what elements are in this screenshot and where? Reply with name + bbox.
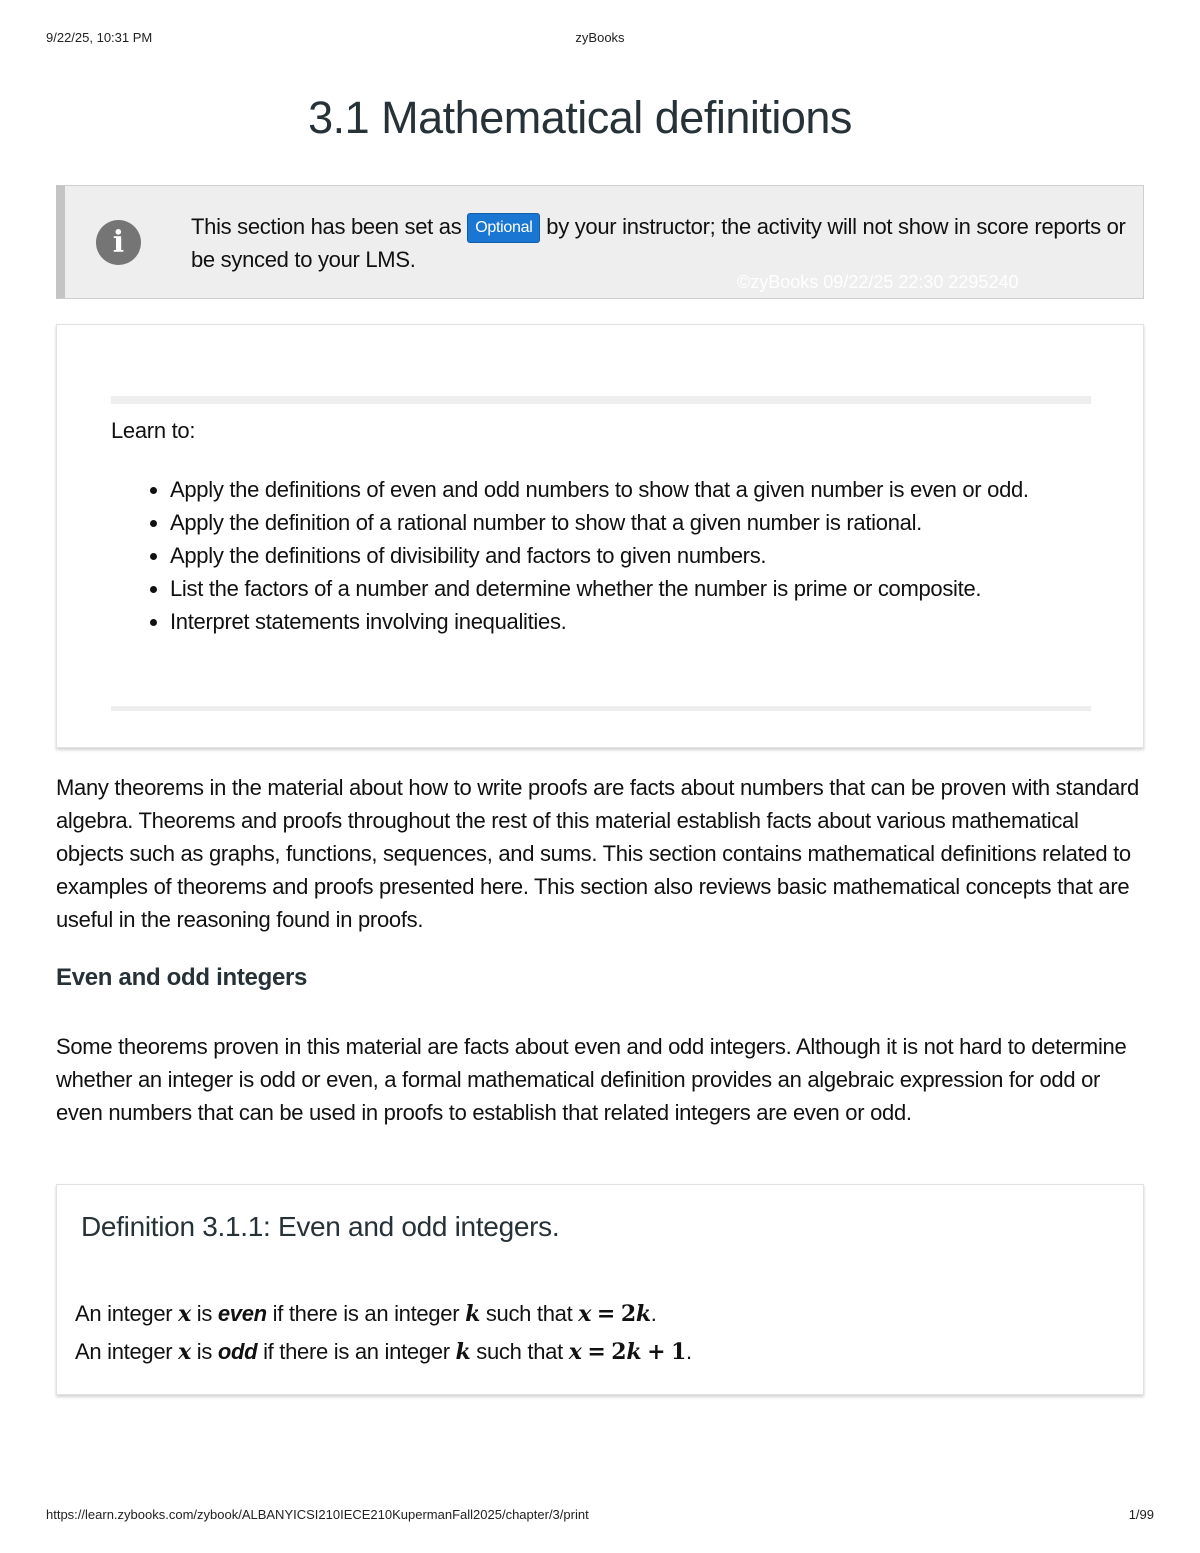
optional-notice [56, 185, 1144, 299]
section-heading: Even and odd integers [56, 964, 308, 991]
math-num: 2 [611, 1339, 627, 1365]
print-site-name: zyBooks [575, 30, 625, 45]
math-op: = [587, 1339, 606, 1365]
def-text: is [196, 1339, 213, 1364]
def-text: . [650, 1301, 657, 1326]
math-var: x [178, 1339, 191, 1365]
math-var: x [178, 1301, 191, 1327]
objective-item: • Apply the definition of a rational number to show that a given number is rational. [170, 506, 1100, 539]
def-text: if there is an integer [263, 1339, 450, 1364]
math-var: k [465, 1301, 481, 1327]
intro-paragraph: Many theorems in the material about how to write proofs are facts about numbers that can be proven with standard algebra. Theorems and proofs throughout the rest of this material establish facts about various mathematical objects such as graphs, functions, sequences, and sums. This section contains mathematical definitions related to examples of theorems and proofs presented here. This section also reviews basic mathematical concepts that are useful in the reasoning found in proofs. [56, 775, 1139, 932]
learning-objectives-box [56, 324, 1144, 748]
divider [111, 396, 1091, 404]
print-header [46, 30, 1154, 50]
def-text: An integer [75, 1301, 173, 1326]
definition-title: Definition 3.1.1: Even and odd integers. [81, 1211, 560, 1242]
math-var: x [578, 1301, 592, 1327]
divider [111, 706, 1091, 711]
def-text: such that [476, 1339, 563, 1364]
math-num: 2 [620, 1301, 636, 1327]
page-title: 3.1 Mathematical definitions [308, 92, 852, 143]
def-text: if there is an integer [272, 1301, 460, 1326]
section-paragraph: Some theorems proven in this material are facts about even and odd integers. Although it is not hard to determine whether an integer is odd or even, a formal mathematical definition provides an algebraic expression for odd or even numbers that can be used in proofs to establish that related integers are even or odd. [56, 1034, 1127, 1125]
math-var: k [455, 1339, 471, 1365]
objective-item: • Interpret statements involving inequalities. [170, 605, 1100, 638]
objectives-lead: Learn to: [111, 418, 196, 443]
objectives-list [137, 473, 1100, 638]
page-number: 1/99 [1128, 1507, 1154, 1522]
notice-text-before: This section has been set as [191, 214, 462, 239]
defined-term-odd: odd [217, 1339, 258, 1364]
print-date: 9/22/25, 10:31 PM [46, 30, 153, 45]
math-var: k [626, 1339, 642, 1365]
math-op: + [647, 1339, 666, 1365]
def-text: An integer [75, 1339, 173, 1364]
notice-text-after: by your instructor; the activity will not show in score reports or be synced to your LMS. [191, 214, 1126, 272]
def-text: is [196, 1301, 213, 1326]
def-text: such that [485, 1301, 573, 1326]
math-var: k [635, 1301, 651, 1327]
info-icon: i [96, 220, 141, 265]
definition-even [75, 1299, 657, 1329]
math-op: = [596, 1301, 616, 1327]
definition-odd [75, 1337, 692, 1367]
objective-item: • List the factors of a number and determine whether the number is prime or composite. [170, 572, 1100, 605]
math-num: 1 [671, 1339, 687, 1365]
defined-term-even: even [217, 1301, 267, 1326]
optional-badge: Optional [467, 213, 540, 243]
notice-text [191, 210, 1131, 276]
definition-box [56, 1184, 1144, 1395]
watermark: ©zyBooks 09/22/25 22:30 2295240 [737, 272, 1019, 292]
print-footer [46, 1507, 1154, 1527]
math-var: x [568, 1339, 582, 1365]
objective-item: • Apply the definitions of even and odd numbers to show that a given number is even or odd. [170, 473, 1100, 506]
def-text: . [686, 1339, 692, 1364]
objective-item: • Apply the definitions of divisibility and factors to given numbers. [170, 539, 1100, 572]
print-url: https://learn.zybooks.com/zybook/ALBANYICSI210IECE210KupermanFall2025/chapter/3/print [46, 1507, 589, 1522]
